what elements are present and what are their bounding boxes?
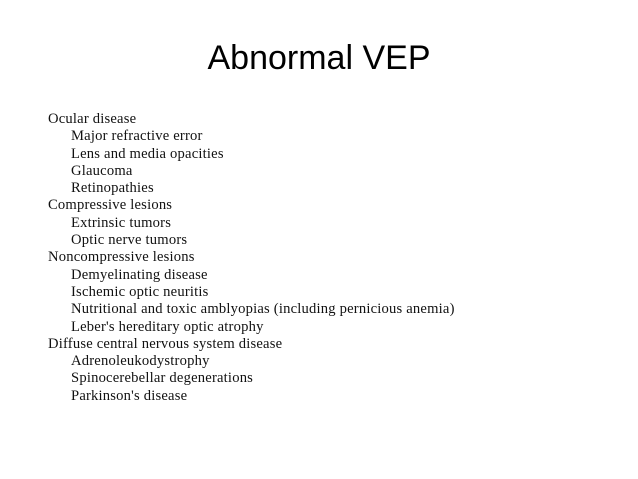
list-item: Optic nerve tumors [71,232,188,249]
list-item: Glaucoma [71,162,133,179]
list-item: Adrenoleukodystrophy [71,353,210,370]
slide-title: Abnormal VEP [207,39,431,77]
disease-list [48,111,608,405]
list-item: Nutritional and toxic amblyopias (including pernicious anemia) [71,301,455,318]
list-item: Parkinson's disease [71,387,188,404]
list-item: Lens and media opacities [71,145,224,162]
list-item: Demyelinating disease [71,266,208,283]
list-item: Major refractive error [71,128,203,145]
list-item: Retinopathies [71,180,154,197]
list-item: Leber's hereditary optic atrophy [71,318,264,335]
list-item: Ischemic optic neuritis [71,283,209,300]
list-category: Ocular disease [48,111,137,127]
list-item: Extrinsic tumors [71,214,172,231]
list-item: Spinocerebellar degenerations [71,370,254,387]
list-category: Noncompressive lesions [48,249,195,266]
list-category: Diffuse central nervous system disease [48,335,283,352]
list-category: Compressive lesions [48,197,173,214]
